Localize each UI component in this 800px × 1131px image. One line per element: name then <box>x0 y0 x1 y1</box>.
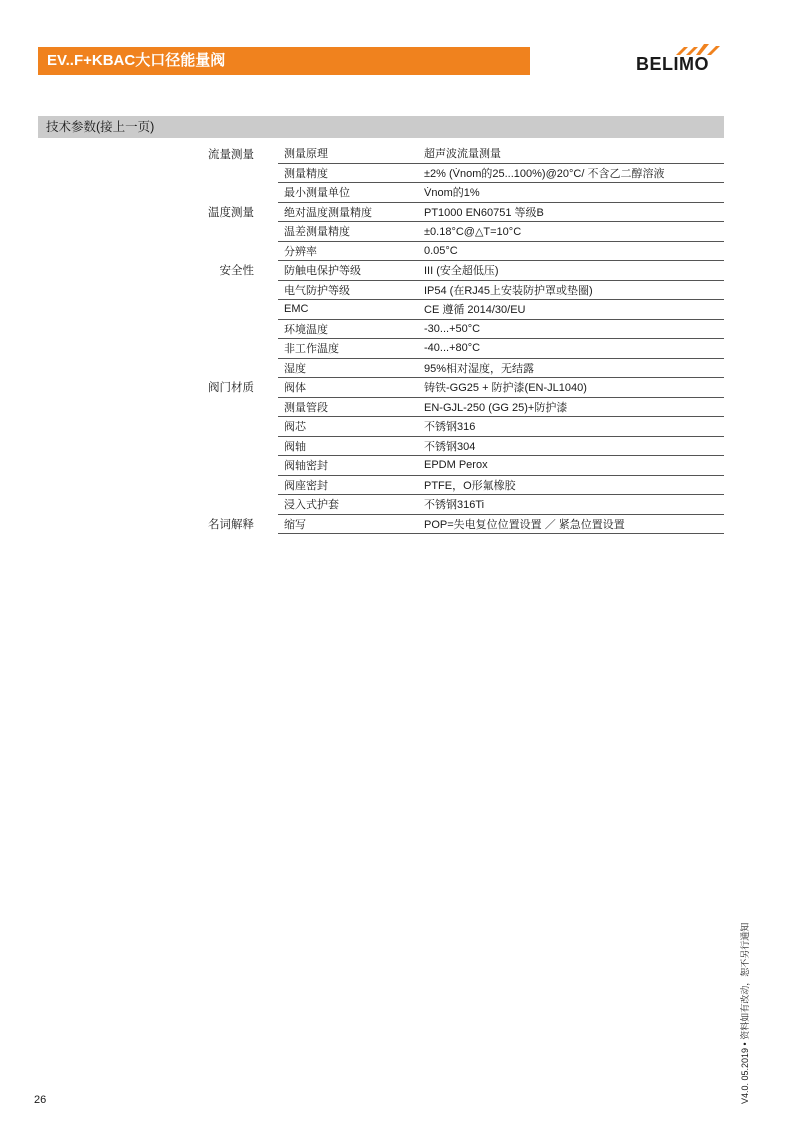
value-cell: 0.05°C <box>424 241 724 261</box>
value-cell: CE 遵循 2014/30/EU <box>424 300 724 320</box>
param-cell: 分辨率 <box>278 241 424 261</box>
param-cell: 防触电保护等级 <box>278 261 424 281</box>
page-number: 26 <box>34 1094 47 1106</box>
category-cell <box>150 436 278 456</box>
value-cell: 不锈钢316 <box>424 417 724 437</box>
version-note: V4.0. 05.2019 • 资料如有改动，恕不另行通知 <box>740 922 750 1104</box>
table-row <box>150 319 724 339</box>
table-row <box>150 358 724 378</box>
table-row <box>150 495 724 515</box>
param-cell: 缩写 <box>278 514 424 534</box>
table-row <box>150 280 724 300</box>
category-cell <box>150 495 278 515</box>
table-row <box>150 222 724 242</box>
table-row <box>150 417 724 437</box>
category-cell <box>150 358 278 378</box>
category-cell <box>150 300 278 320</box>
value-cell: 95%相对湿度，无结露 <box>424 358 724 378</box>
value-cell: ±0.18°C@△T=10°C <box>424 222 724 242</box>
category-cell <box>150 222 278 242</box>
value-cell: EN-GJL-250 (GG 25)+防护漆 <box>424 397 724 417</box>
param-cell: 湿度 <box>278 358 424 378</box>
category-cell: 流量测量 <box>208 148 254 161</box>
table-row <box>150 241 724 261</box>
category-cell <box>150 319 278 339</box>
category-cell <box>150 456 278 476</box>
category-cell <box>150 339 278 359</box>
table-row <box>150 300 724 320</box>
spec-table <box>150 144 724 534</box>
value-cell: 超声波流量测量 <box>424 144 724 163</box>
param-cell: 温差测量精度 <box>278 222 424 242</box>
value-cell: -40...+80°C <box>424 339 724 359</box>
value-cell: -30...+50°C <box>424 319 724 339</box>
param-cell: 阀体 <box>278 378 424 398</box>
param-cell: 最小测量单位 <box>278 183 424 203</box>
param-cell: 浸入式护套 <box>278 495 424 515</box>
category-cell <box>150 163 278 183</box>
value-cell: IP54 (在RJ45上安装防护罩或垫圈) <box>424 280 724 300</box>
value-cell: ±2% (V̇nom的25...100%)@20°C/ 不含乙二醇溶液 <box>424 163 724 183</box>
section-title: 技术参数(接上一页) <box>38 116 724 138</box>
value-cell: III (安全超低压) <box>424 261 724 281</box>
param-cell: 阀轴密封 <box>278 456 424 476</box>
value-cell: 铸铁-GG25 + 防护漆(EN-JL1040) <box>424 378 724 398</box>
table-row <box>150 339 724 359</box>
param-cell: 非工作温度 <box>278 339 424 359</box>
table-row <box>150 261 724 281</box>
param-cell: 阀座密封 <box>278 475 424 495</box>
category-cell <box>150 397 278 417</box>
belimo-logo <box>636 42 728 78</box>
param-cell: 环境温度 <box>278 319 424 339</box>
category-cell: 阀门材质 <box>208 382 254 395</box>
param-cell: 阀轴 <box>278 436 424 456</box>
table-row <box>150 163 724 183</box>
table-row <box>150 202 724 222</box>
value-cell: V̇nom的1% <box>424 183 724 203</box>
category-cell <box>150 183 278 203</box>
category-cell <box>150 280 278 300</box>
table-row <box>150 397 724 417</box>
table-row <box>150 475 724 495</box>
value-cell: 不锈钢304 <box>424 436 724 456</box>
param-cell: 阀芯 <box>278 417 424 437</box>
table-row <box>150 456 724 476</box>
value-cell: PTFE，O形氟橡胶 <box>424 475 724 495</box>
param-cell: EMC <box>278 300 424 320</box>
spec-table-body <box>150 144 724 534</box>
param-cell: 测量原理 <box>278 144 424 163</box>
logo-wordmark: BELIMO <box>636 54 709 74</box>
category-cell: 温度测量 <box>208 206 254 219</box>
table-row <box>150 436 724 456</box>
category-cell <box>150 475 278 495</box>
table-row <box>150 378 724 398</box>
category-cell <box>150 417 278 437</box>
category-cell: 安全性 <box>219 265 254 278</box>
value-cell: POP=失电复位位置设置 ／ 紧急位置设置 <box>424 514 724 534</box>
param-cell: 电气防护等级 <box>278 280 424 300</box>
table-row <box>150 183 724 203</box>
document-title: EV..F+KBAC大口径能量阀 <box>38 47 530 75</box>
param-cell: 绝对温度测量精度 <box>278 202 424 222</box>
value-cell: 不锈钢316Ti <box>424 495 724 515</box>
category-cell <box>150 241 278 261</box>
table-row <box>150 514 724 534</box>
value-cell: PT1000 EN60751 等级B <box>424 202 724 222</box>
param-cell: 测量精度 <box>278 163 424 183</box>
param-cell: 测量管段 <box>278 397 424 417</box>
category-cell: 名词解释 <box>208 518 254 531</box>
value-cell: EPDM Perox <box>424 456 724 476</box>
table-row <box>150 144 724 163</box>
